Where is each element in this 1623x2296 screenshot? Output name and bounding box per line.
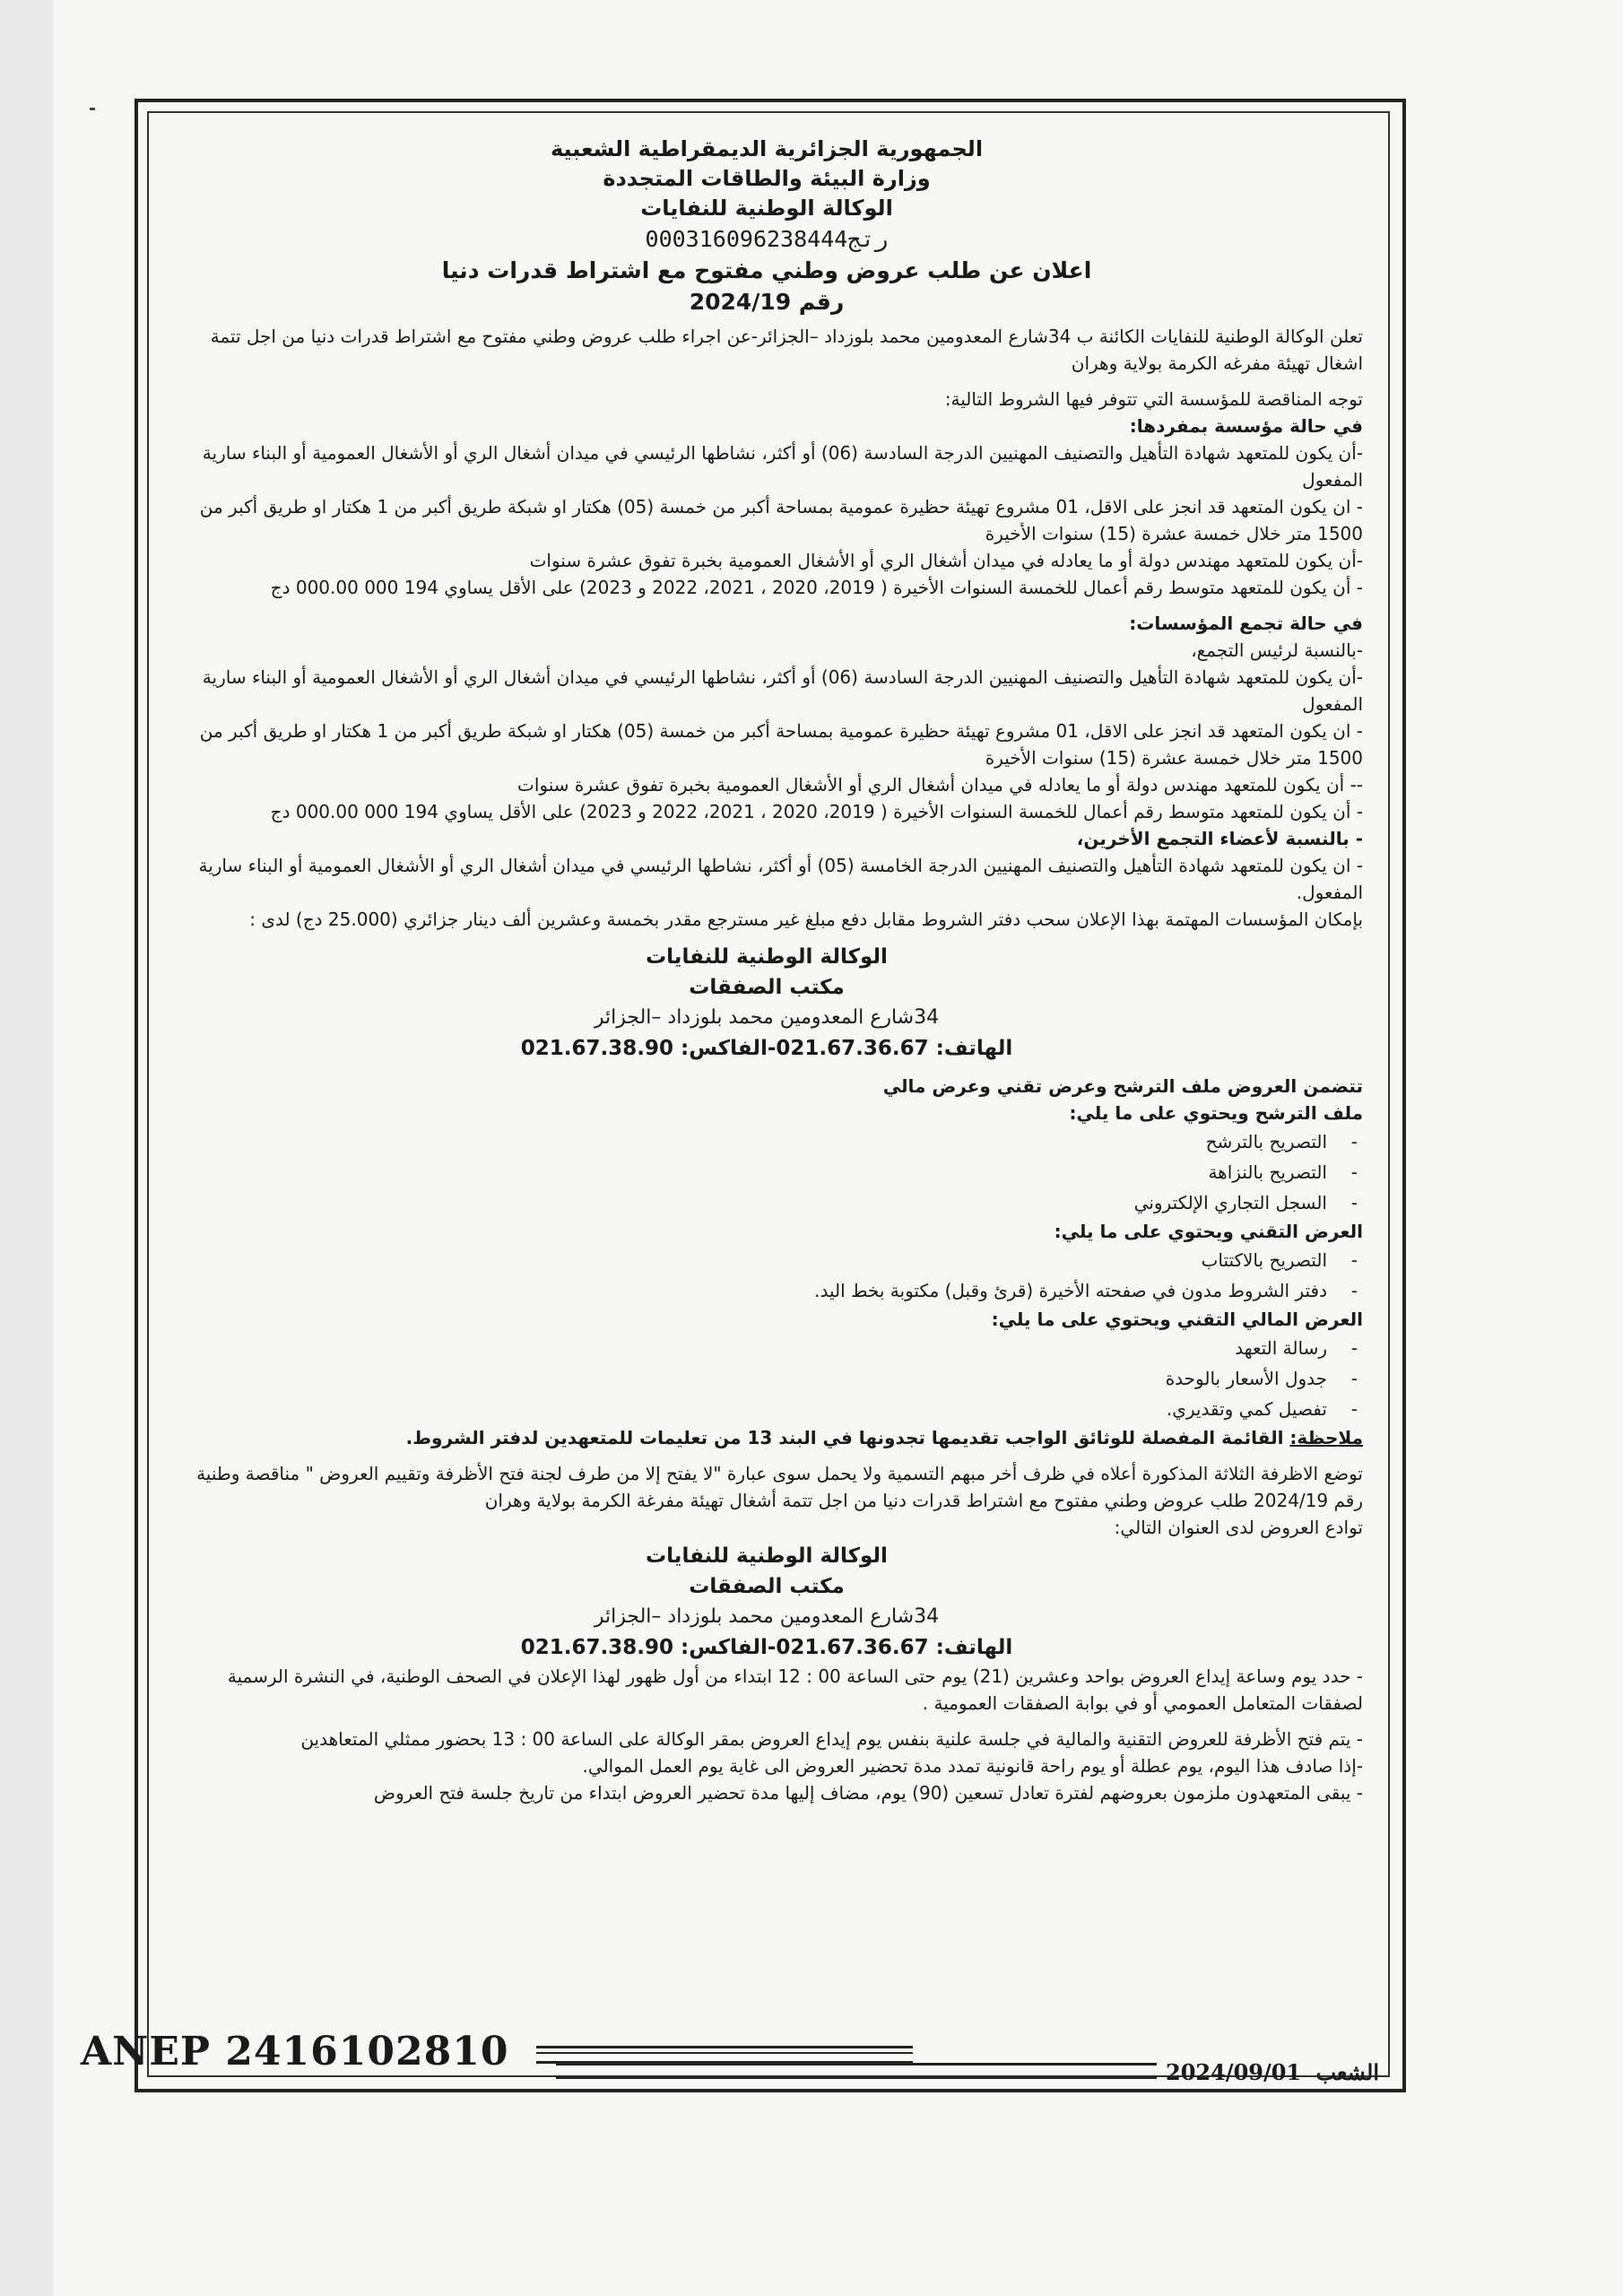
tender-number: رقم 2024/19 <box>689 289 845 315</box>
offers-intro: تتضمن العروض ملف الترشح وعرض تقني وعرض مالي <box>882 1075 1363 1097</box>
financial-heading: العرض المالي التقني ويحتوي على ما يلي: <box>991 1309 1363 1330</box>
group-heading: في حالة تجمع المؤسسات: <box>1129 613 1363 634</box>
intro-paragraph: تعلن الوكالة الوطنية للنفايات الكائنة ب 34شارع المعدومين محمد بلوزداد –الجزائر-عن اجراء طلب عروض وطني مفتوح مع اشتراط قدرات دنيا من اجل تتمة اشغال تهيئة مفرغه الكرمة بولاية وهران <box>210 326 1363 374</box>
single-condition-2: - ان يكون المتعهد قد انجز على الاقل، 01 مشروع تهيئة حظيرة عمومية بمساحة أكبر من خمسة (05) هكتار او شبكة طريق أكبر من 1 هكتار او طريق أكبر من 1500 متر خلال خمسة عشرة (15) سنوات الأخيرة <box>199 496 1363 544</box>
list-item: جدول الأسعار بالوحدة - <box>170 1363 1363 1394</box>
envelope-paragraph: توضع الاظرفة الثلاثة المذكورة أعلاه في ظرف أخر مبهم التسمية ولا يحمل سوى عبارة "لا يفتح إلا من طرف لجنة فتح الأظرفة وتقييم العروض " مناقصة وطنية رقم 2024/19 طلب عروض وطني مفتوح مع اشتراط قدرات دنيا من اجل تتمة أشغال تهيئة مفرغة الكرمة بولاية وهران <box>196 1463 1363 1511</box>
address1-agency: الوكالة الوطنية للنفايات <box>646 945 888 969</box>
list-item: رسالة التعهد - <box>170 1333 1363 1363</box>
list-item: التصريح بالنزاهة - <box>170 1157 1363 1187</box>
footer-rule <box>536 2046 913 2064</box>
group-head-condition-2: - ان يكون المتعهد قد انجز على الاقل، 01 مشروع تهيئة حظيرة عمومية بمساحة أكبر من خمسة (05) هكتار او شبكة طريق أكبر من 1 هكتار او طريق أكبر من 1500 متر خلال خمسة عشرة (15) سنوات الأخيرة <box>199 720 1363 769</box>
group-head-condition-3: -- أن يكون للمتعهد مهندس دولة أو ما يعادله في ميدان أشغال الري أو الأشغال العمومية بخبرة تفوق عشرة سنوات <box>517 774 1363 796</box>
address2-phone: الهاتف: 021.67.36.67-الفاكس: 021.67.38.90 <box>520 1636 1013 1659</box>
announcement <box>170 135 1363 2054</box>
announcement-title: اعلان عن طلب عروض وطني مفتوح مع اشتراط قدرات دنيا <box>441 257 1092 283</box>
technical-list <box>170 1245 1363 1306</box>
group-head-condition-4: - أن يكون للمتعهد متوسط رقم أعمال للخمسة السنوات الأخيرة ( 2019، 2020 ، 2021، 2022 و 2023) على الأقل يساوي 194 000 000.00 دج <box>270 801 1363 822</box>
ministry-line: وزارة البيئة والطاقات المتجددة <box>603 166 931 191</box>
address1-office: مكتب الصفقات <box>689 976 845 999</box>
single-condition-4: - أن يكون للمتعهد متوسط رقم أعمال للخمسة السنوات الأخيرة ( 2019، 2020 ، 2021، 2022 و 2023) على الأقل يساوي 194 000 000.00 دج <box>270 577 1363 598</box>
deposit-line: توادع العروض لدى العنوان التالي: <box>1114 1517 1363 1538</box>
list-item: السجل التجاري الإلكتروني - <box>170 1187 1363 1218</box>
deadline-paragraph: - حدد يوم وساعة إيداع العروض بواحد وعشرين (21) يوم حتى الساعة 00 : 12 ابتداء من أول ظهور لهذا الإعلان في الصحف الوطنية، في النشرة الرسمية لصفقات المتعامل العمومي أو في بوابة الصفقات العمومية . <box>227 1665 1363 1714</box>
group-members-condition-1: - ان يكون للمتعهد شهادة التأهيل والتصنيف المهنيين الدرجة الخامسة (05) أو أكثر، نشاطها الرئيسي في ميدان أشغال الري أو الأشغال العمومية أو البناء سارية المفعول. <box>198 855 1363 903</box>
anep-number: ANEP 2416102810 <box>81 2029 509 2074</box>
reference-number: رتج000316096238444 <box>645 226 889 252</box>
note-label: ملاحظة: <box>1289 1427 1363 1448</box>
address2-agency: الوكالة الوطنية للنفايات <box>646 1544 888 1568</box>
holiday-paragraph: -إذا صادف هذا اليوم، يوم عطلة أو يوم راحة قانونية تمدد مدة تحضير العروض الى غاية يوم العمل الموالي. <box>582 1755 1363 1777</box>
technical-heading: العرض التقني ويحتوي على ما يلي: <box>1054 1221 1363 1242</box>
address2-office: مكتب الصفقات <box>689 1575 845 1598</box>
list-item: دفتر الشروط مدون في صفحته الأخيرة (قرئ وقبل) مكتوبة بخط اليد. - <box>170 1275 1363 1306</box>
validity-paragraph: - يبقى المتعهدون ملزمون بعروضهم لفترة تعادل تسعين (90) يوم، مضاف إليها مدة تحضير العروض ابتداء من تاريخ جلسة فتح العروض <box>373 1782 1363 1804</box>
withdraw-paragraph: بإمكان المؤسسات المهتمة بهذا الإعلان سحب دفتر الشروط مقابل دفع مبلغ غير مسترجع مقدر بخمسة وعشرين ألف دينار جزائري (25.000 دج) لدى : <box>249 909 1363 930</box>
conditions-intro: توجه المناقصة للمؤسسة التي تتوفر فيها الشروط التالية: <box>944 388 1363 410</box>
newspaper-name: الشعب <box>1315 2059 1380 2085</box>
single-condition-1: -أن يكون للمتعهد شهادة التأهيل والتصنيف المهنيين الدرجة السادسة (06) أو أكثر، نشاطها الرئيسي في ميدان أشغال الري أو الأشغال العمومية أو البناء سارية المفعول <box>202 442 1363 491</box>
single-company-heading: في حالة مؤسسة بمفردها: <box>1129 415 1363 437</box>
group-head-condition-1: -أن يكون للمتعهد شهادة التأهيل والتصنيف المهنيين الدرجة السادسة (06) أو أكثر، نشاطها الرئيسي في ميدان أشغال الري أو الأشغال العمومية أو البناء سارية المفعول <box>202 666 1363 715</box>
note-text: القائمة المفصلة للوثائق الواجب تقديمها تجدونها في البند 13 من تعليمات للمتعهدين لدفتر الشروط. <box>405 1427 1290 1448</box>
single-condition-3: -أن يكون للمتعهد مهندس دولة أو ما يعادله في ميدان أشغال الري أو الأشغال العمومية بخبرة تفوق عشرة سنوات <box>529 550 1363 571</box>
list-item: تفصيل كمي وتقديري. - <box>170 1394 1363 1424</box>
candidacy-heading: ملف الترشح ويحتوي على ما يلي: <box>1069 1102 1363 1124</box>
publication-footer <box>1166 2059 1379 2085</box>
list-item: التصريح بالترشح - <box>170 1126 1363 1157</box>
list-item: التصريح بالاكتتاب - <box>170 1245 1363 1275</box>
financial-list <box>170 1333 1363 1424</box>
address1-phone: الهاتف: 021.67.36.67-الفاكس: 021.67.38.90 <box>520 1037 1013 1060</box>
note <box>170 1424 1363 1451</box>
candidacy-list <box>170 1126 1363 1218</box>
address1-street: 34شارع المعدومين محمد بلوزداد –الجزائر <box>594 1006 940 1029</box>
group-head-heading: -بالنسبة لرئيس التجمع، <box>1191 639 1363 661</box>
scan-speck <box>90 108 95 110</box>
opening-paragraph: - يتم فتح الأظرفة للعروض التقنية والمالية في جلسة علنية بنفس يوم إيداع العروض بمقر الوكالة على الساعة 00 : 13 بحضور ممثلي المتعاهدين <box>300 1728 1363 1750</box>
address2-street: 34شارع المعدومين محمد بلوزداد –الجزائر <box>594 1605 940 1628</box>
footer-double-rule <box>556 2063 1157 2079</box>
group-members-heading: - بالنسبة لأعضاء التجمع الأخرين، <box>1076 828 1363 849</box>
agency-line: الوكالة الوطنية للنفايات <box>640 196 893 221</box>
publication-date: 2024/09/01 <box>1166 2059 1302 2085</box>
republic-line: الجمهورية الجزائرية الديمقراطية الشعبية <box>550 136 984 161</box>
